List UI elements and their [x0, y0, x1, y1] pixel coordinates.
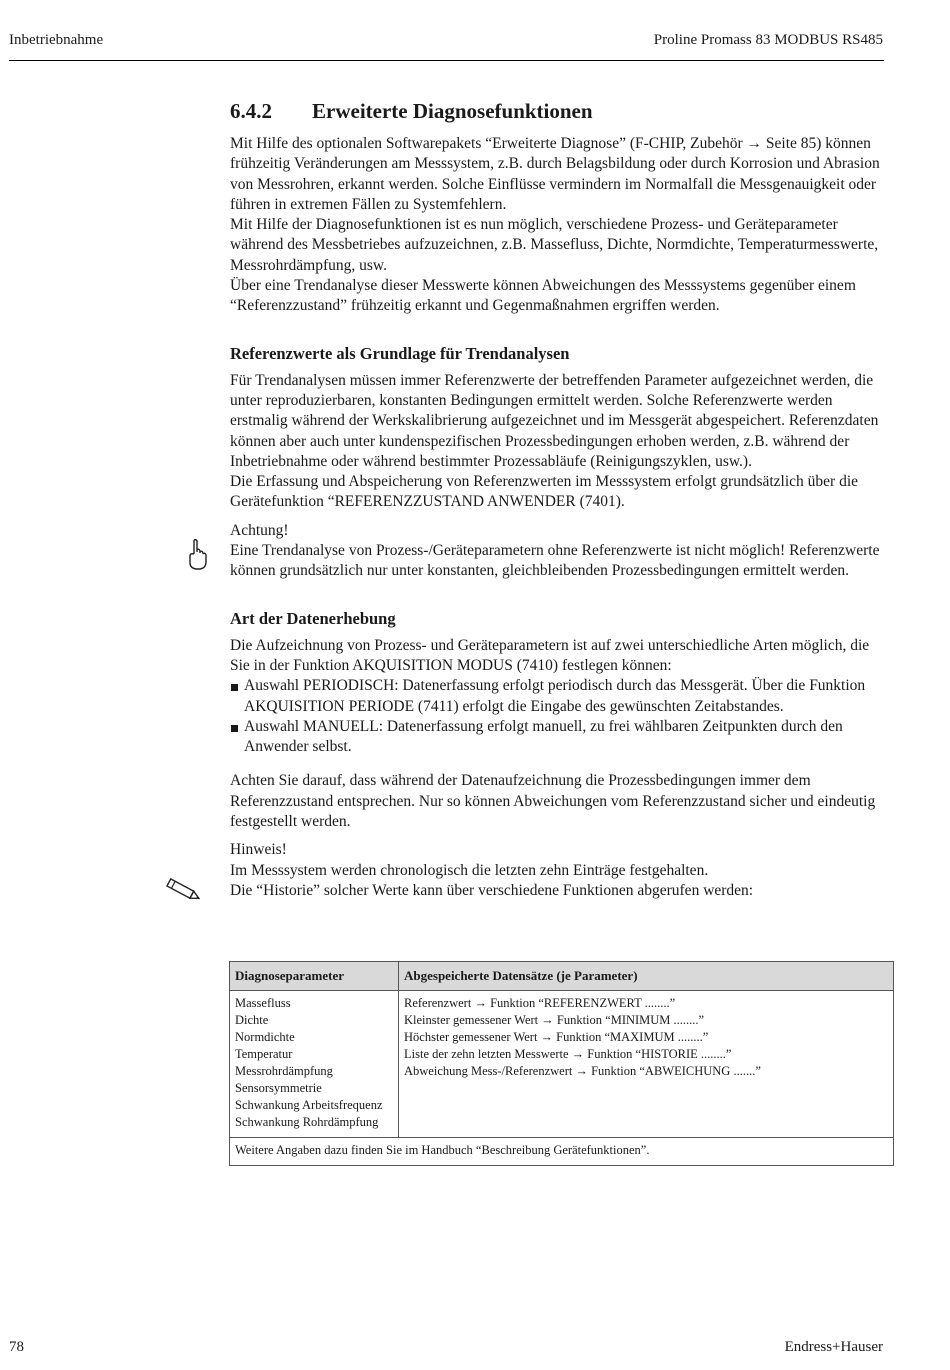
section-title: [230, 98, 890, 124]
reference-paragraph-1: Für Trendanalysen müssen immer Referenzwerte der betreffenden Parameter aufgezeichnet werden, die unter reproduzierbaren, konstanten Bedingungen ermittelt werden. Solche Referenzwerte werden erstmalig während der Werkskalibrierung aufgezeichnet und im Messgerät abgespeichert. Referenzdaten können aber auch unter kundenspezifischen Prozessbedingungen erhoben werden, z.B. während der Inbetriebnahme oder während bestimmter Prozessabläufe (Reinigungszyklen, usw.).: [230, 371, 879, 470]
intro-paragraph-2: Mit Hilfe der Diagnosefunktionen ist es nun möglich, verschiedene Prozess- und Geräteparameter während des Messbetriebes aufzuzeichnen, z.B. Massefluss, Dichte, Normdichte, Temperaturmesswerte, Messrohrdämpfung, usw.: [230, 216, 879, 274]
recording-note-paragraph: Achten Sie darauf, dass während der Datenaufzeichnung die Prozessbedingungen immer dem Referenzzustand entsprechen. Nur so können Abweichungen vom Referenzzustand sicher und eindeutig festgestellt werden.: [230, 772, 876, 831]
parameter-item: Schwankung Arbeitsfrequenz: [235, 1098, 383, 1112]
parameter-item: Messrohrdämpfung: [235, 1064, 333, 1078]
record-item: Abweichung Mess-/Referenzwert → Funktion “ABWEICHUNG .......”: [404, 1064, 761, 1078]
page-number: 78: [9, 1339, 24, 1355]
parameter-item: Normdichte: [235, 1030, 295, 1044]
parameter-item: Sensorsymmetrie: [235, 1081, 322, 1095]
caution-title: Achtung!: [230, 521, 289, 539]
hint-title: Hinweis!: [230, 841, 287, 859]
header-divider: [9, 60, 884, 61]
table-footer-row: [230, 1138, 894, 1166]
column-header: Abgespeicherte Datensätze (je Parameter): [399, 962, 894, 991]
running-header-product: Proline Promass 83 MODBUS RS485: [653, 32, 883, 48]
record-item: Referenzwert → Funktion “REFERENZWERT ........”: [404, 996, 676, 1010]
hint-line-2: Die “Historie” solcher Werte kann über verschiedene Funktionen abgerufen werden:: [230, 881, 754, 899]
acquisition-intro: Die Aufzeichnung von Prozess- und Geräteparametern ist auf zwei unterschiedliche Arten möglich, die Sie in der Funktion AKQUISITION MODUS (7410) festlegen können:: [230, 636, 870, 674]
pencil-icon: [163, 877, 203, 903]
list-item: Auswahl PERIODISCH: Datenerfassung erfolgt periodisch durch das Messgerät. Über die Funktion AKQUISITION PERIODE (7411) erfolgt die Eingabe des gewünschten Zeitabstandes.: [230, 676, 890, 717]
reference-heading: Referenzwerte als Grundlage für Trendanalysen: [230, 343, 570, 363]
record-item: Liste der zehn letzten Messwerte → Funktion “HISTORIE ........”: [404, 1047, 732, 1061]
table-footer-note: Weitere Angaben dazu finden Sie im Handbuch “Beschreibung Gerätefunktionen”.: [230, 1138, 894, 1166]
table-row: [230, 991, 894, 1138]
diagnostic-table: [229, 961, 894, 1166]
acquisition-heading: Art der Datenerhebung: [230, 608, 396, 628]
column-header: Diagnoseparameter: [230, 962, 399, 991]
parameter-item: Schwankung Rohrdämpfung: [235, 1115, 379, 1129]
hint-line-1: Im Messsystem werden chronologisch die letzten zehn Einträge festgehalten.: [230, 861, 709, 879]
main-content: [230, 98, 890, 901]
list-item: Auswahl MANUELL: Datenerfassung erfolgt manuell, zu frei wählbaren Zeitpunkten durch den Anwender selbst.: [230, 717, 890, 758]
acquisition-options-list: [230, 676, 890, 757]
table-header-row: [230, 962, 894, 991]
caution-text: Eine Trendanalyse von Prozess-/Geräteparametern ohne Referenzwerte ist nicht möglich! Referenzwerte können grundsätzlich nur unter konstanten, gleichbleibenden Prozessbedingungen ermittelt werden.: [230, 542, 880, 580]
parameter-list-cell: [230, 991, 399, 1138]
running-header-chapter: Inbetriebnahme: [9, 32, 104, 48]
section-number: 6.4.2: [230, 99, 272, 123]
reference-paragraph-2: Die Erfassung und Abspeicherung von Referenzwerten im Messsystem erfolgt grundsätzlich über die Gerätefunktion “REFERENZZUSTAND ANWENDER (7401).: [230, 473, 859, 511]
records-list-cell: [399, 991, 894, 1138]
brand-name: Endress+Hauser: [784, 1339, 883, 1355]
parameter-item: Massefluss: [235, 996, 291, 1010]
section-title-text: Erweiterte Diagnosefunktionen: [312, 99, 593, 123]
intro-paragraph-1: Mit Hilfe des optionalen Softwarepakets “Erweiterte Diagnose” (F-CHIP, Zubehör → Seite 85) können frühzeitig Veränderungen am Messsystem, z.B. durch Belagsbildung oder durch Korrosion und Abrasion von Messrohren, erkannt werden. Solche Einflüsse vermindern im Normalfall die Messgenauigkeit oder führen in extremen Fällen zu Systemfehlern.: [230, 135, 880, 213]
record-item: Höchster gemessener Wert → Funktion “MAXIMUM ........”: [404, 1030, 709, 1044]
pointing-hand-icon: [185, 538, 209, 572]
parameter-item: Temperatur: [235, 1047, 293, 1061]
record-item: Kleinster gemessener Wert → Funktion “MINIMUM ........”: [404, 1013, 705, 1027]
intro-paragraph-3: Über eine Trendanalyse dieser Messwerte können Abweichungen des Messsystems gegenüber einem “Referenzzustand” frühzeitig erkannt und Gegenmaßnahmen ergriffen werden.: [230, 277, 856, 315]
parameter-item: Dichte: [235, 1013, 269, 1027]
